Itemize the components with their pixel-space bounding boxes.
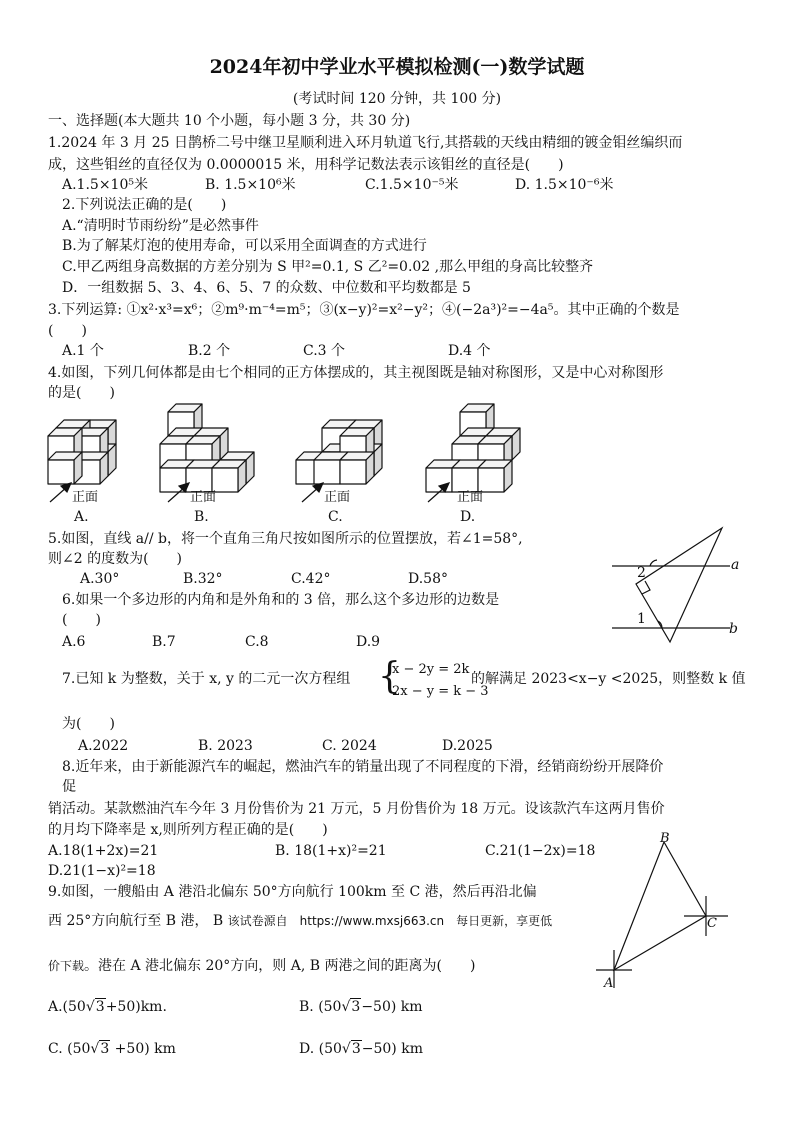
q6-option-b: B.7 bbox=[152, 634, 176, 650]
sqrt-sign: √ bbox=[85, 999, 95, 1015]
q1-option-d: D. 1.5×10⁻⁶米 bbox=[515, 177, 614, 193]
q2-option-d: D．一组数据 5、3、4、6、5、7 的众数、中位数和平均数都是 5 bbox=[62, 280, 471, 296]
q2-option-c: C.甲乙两组身高数据的方差分别为 S 甲²=0.1, S 乙²=0.02 ,那么甲组的身高比较整齐 bbox=[62, 259, 594, 275]
q6-line1: 6.如果一个多边形的内角和是外角和的 3 倍，那么这个多边形的边数是 bbox=[62, 592, 500, 608]
q5-line2: 则∠2 的度数为( ) bbox=[48, 551, 183, 567]
q3-option-c: C.3 个 bbox=[303, 343, 346, 359]
q1-option-b: B. 1.5×10⁶米 bbox=[205, 177, 296, 193]
q3-option-a: A.1 个 bbox=[62, 343, 104, 359]
point-c-label: C bbox=[707, 916, 717, 931]
q6-option-d: D.9 bbox=[356, 634, 381, 650]
sqrt-radicand: 3 bbox=[95, 999, 105, 1015]
q7-option-a: A.2022 bbox=[78, 738, 129, 754]
q4-solid-b bbox=[160, 404, 254, 492]
q1-option-c: C.1.5×10⁻⁵米 bbox=[365, 177, 459, 193]
q4-figure-label-d: D. bbox=[460, 509, 476, 525]
q9-option-b bbox=[299, 998, 423, 1017]
sqrt-radicand: 3 bbox=[351, 999, 361, 1015]
q7-option-c: C. 2024 bbox=[322, 738, 377, 754]
q8-option-c: C.21(1−2x)=18 bbox=[485, 843, 596, 859]
sqrt-sign: √ bbox=[90, 1041, 100, 1057]
q9-line3-text: 。港在 A 港北偏东 20°方向，则 A, B 两港之间的距离为( ) bbox=[84, 958, 476, 974]
q6-option-c: C.8 bbox=[245, 634, 269, 650]
q4-line1: 4.如图，下列几何体都是由七个相同的正方体摆成的，其主视图既是轴对称图形，又是中心对称图形 bbox=[48, 365, 664, 381]
q3-option-b: B.2 个 bbox=[188, 343, 231, 359]
q7-option-b: B. 2023 bbox=[198, 738, 253, 754]
page-title: 2024年初中学业水平模拟检测(一)数学试题 bbox=[209, 56, 585, 78]
q9-option-c-pre: C. (50 bbox=[48, 1041, 91, 1057]
q9-option-b-pre: B. (50 bbox=[299, 999, 342, 1015]
sqrt-radicand: 3 bbox=[351, 1041, 361, 1057]
q8-option-b: B. 18(1+x)²=21 bbox=[275, 843, 387, 859]
q2-option-a: A.“清明时节雨纷纷”是必然事件 bbox=[62, 218, 259, 234]
point-a-label: A bbox=[604, 976, 614, 991]
q4-figures bbox=[0, 400, 794, 510]
q4-front-label-b: 正面 bbox=[190, 490, 217, 505]
q9-option-a-post: +50)km. bbox=[105, 999, 167, 1015]
q9-option-a bbox=[48, 998, 167, 1017]
angle-1-label: 1 bbox=[637, 611, 646, 627]
q8-option-d: D.21(1−x)²=18 bbox=[48, 863, 156, 879]
q3-line1: 3.下列运算: ①x²·x³=x⁶；②m⁹·m⁻⁴=m⁵；③(x−y)²=x²−y²；④(−2a³)²=−4a⁵。其中正确的个数是 bbox=[48, 302, 680, 318]
q8-line1: 8.近年来，由于新能源汽车的崛起，燃油汽车的销量出现了不同程度的下滑，经销商纷纷开展降价 bbox=[62, 759, 664, 775]
q1-option-a: A.1.5×10⁵米 bbox=[62, 177, 148, 193]
section-heading: 一、选择题(本大题共 10 个小题，每小题 3 分，共 30 分) bbox=[48, 113, 411, 129]
q7-suffix: 的解满足 2023<x−y <2025，则整数 k 值 bbox=[471, 671, 746, 687]
q4-solid-c bbox=[296, 420, 382, 484]
q2-option-b: B.为了解某灯泡的使用寿命，可以采用全面调查的方式进行 bbox=[62, 238, 427, 254]
q4-front-label-a: 正面 bbox=[72, 490, 99, 505]
q9-option-c-post: +50) km bbox=[110, 1041, 176, 1057]
q9-option-d-pre: D. (50 bbox=[299, 1041, 342, 1057]
angle-2-label: 2 bbox=[637, 565, 646, 581]
q3-line2: ( ) bbox=[48, 323, 87, 339]
q7-equation-2: 2x − y = k − 3 bbox=[392, 684, 489, 699]
q4-front-label-d: 正面 bbox=[457, 490, 484, 505]
q6-line2: ( ) bbox=[62, 612, 101, 628]
q9-option-d bbox=[299, 1040, 423, 1059]
front-arrows bbox=[50, 483, 449, 502]
q4-figure-label-a: A. bbox=[74, 509, 89, 525]
q9-line3 bbox=[48, 957, 475, 976]
q2-stem: 2.下列说法正确的是( ) bbox=[62, 197, 227, 213]
exam-info: (考试时间 120 分钟，共 100 分) bbox=[292, 91, 502, 107]
q6-option-a: A.6 bbox=[62, 634, 86, 650]
source-note: 该试卷源自 https://www.mxsj663.cn 每日更新，享更低 bbox=[227, 914, 553, 928]
q8-line3: 销活动。某款燃油汽车今年 3 月份售价为 21 万元，5 月份售价为 18 万元。设该款汽车这两月售价 bbox=[48, 801, 665, 817]
q9-line1: 9.如图，一艘船由 A 港沿北偏东 50°方向航行 100km 至 C 港，然后再沿北偏 bbox=[48, 884, 537, 900]
q5-option-d: D.58° bbox=[408, 571, 448, 587]
q9-option-a-pre: A.(50 bbox=[48, 999, 86, 1015]
q9-option-c bbox=[48, 1040, 176, 1059]
q8-line4: 的月均下降率是 x,则所列方程正确的是( ) bbox=[48, 822, 328, 838]
q3-option-d: D.4 个 bbox=[448, 343, 491, 359]
q4-figure-label-c: C. bbox=[328, 509, 343, 525]
q9-option-d-post: −50) km bbox=[361, 1041, 423, 1057]
q7-prefix: 7.已知 k 为整数，关于 x, y 的二元一次方程组 bbox=[62, 671, 351, 687]
q5-option-a: A.30° bbox=[80, 571, 120, 587]
q4-front-label-c: 正面 bbox=[324, 490, 351, 505]
q9-line2 bbox=[48, 912, 552, 931]
q9-line2-text: 西 25°方向航行至 B 港， B bbox=[48, 913, 228, 929]
q4-solid-a bbox=[48, 420, 116, 484]
q5-option-b: B.32° bbox=[183, 571, 223, 587]
q4-solid-d bbox=[426, 404, 520, 492]
line-a-label: a bbox=[731, 557, 740, 573]
q1-line2: 成，这些钼丝的直径仅为 0.0000015 米，用科学记数法表示该钼丝的直径是( ) bbox=[48, 157, 564, 173]
q7-line2: 为( ) bbox=[62, 716, 115, 732]
point-b-label: B bbox=[660, 831, 670, 846]
q8-line2: 促 bbox=[62, 779, 76, 795]
q5-figure bbox=[612, 524, 772, 654]
sqrt-sign: √ bbox=[341, 999, 351, 1015]
q9-option-b-post: −50) km bbox=[361, 999, 423, 1015]
sqrt-radicand: 3 bbox=[100, 1041, 110, 1057]
q8-option-a: A.18(1+2x)=21 bbox=[48, 843, 159, 859]
sqrt-sign: √ bbox=[341, 1041, 351, 1057]
q7-option-d: D.2025 bbox=[442, 738, 493, 754]
system-brace: { bbox=[378, 656, 401, 697]
q4-line2: 的是( ) bbox=[48, 385, 115, 401]
line-b-label: b bbox=[729, 621, 738, 637]
q5-line1: 5.如图，直线 a// b，将一个直角三角尺按如图所示的位置摆放，若∠1=58°, bbox=[48, 531, 523, 547]
q9-figure bbox=[596, 830, 736, 990]
source-note-tail: 价下载 bbox=[48, 959, 85, 973]
q7-equation-1: x − 2y = 2k bbox=[392, 662, 470, 677]
q4-figure-label-b: B. bbox=[194, 509, 209, 525]
q5-option-c: C.42° bbox=[291, 571, 331, 587]
q1-line1: 1.2024 年 3 月 25 日鹊桥二号中继卫星顺利进入环月轨道飞行,其搭载的天线由精细的镀金钼丝编织而 bbox=[48, 135, 683, 151]
